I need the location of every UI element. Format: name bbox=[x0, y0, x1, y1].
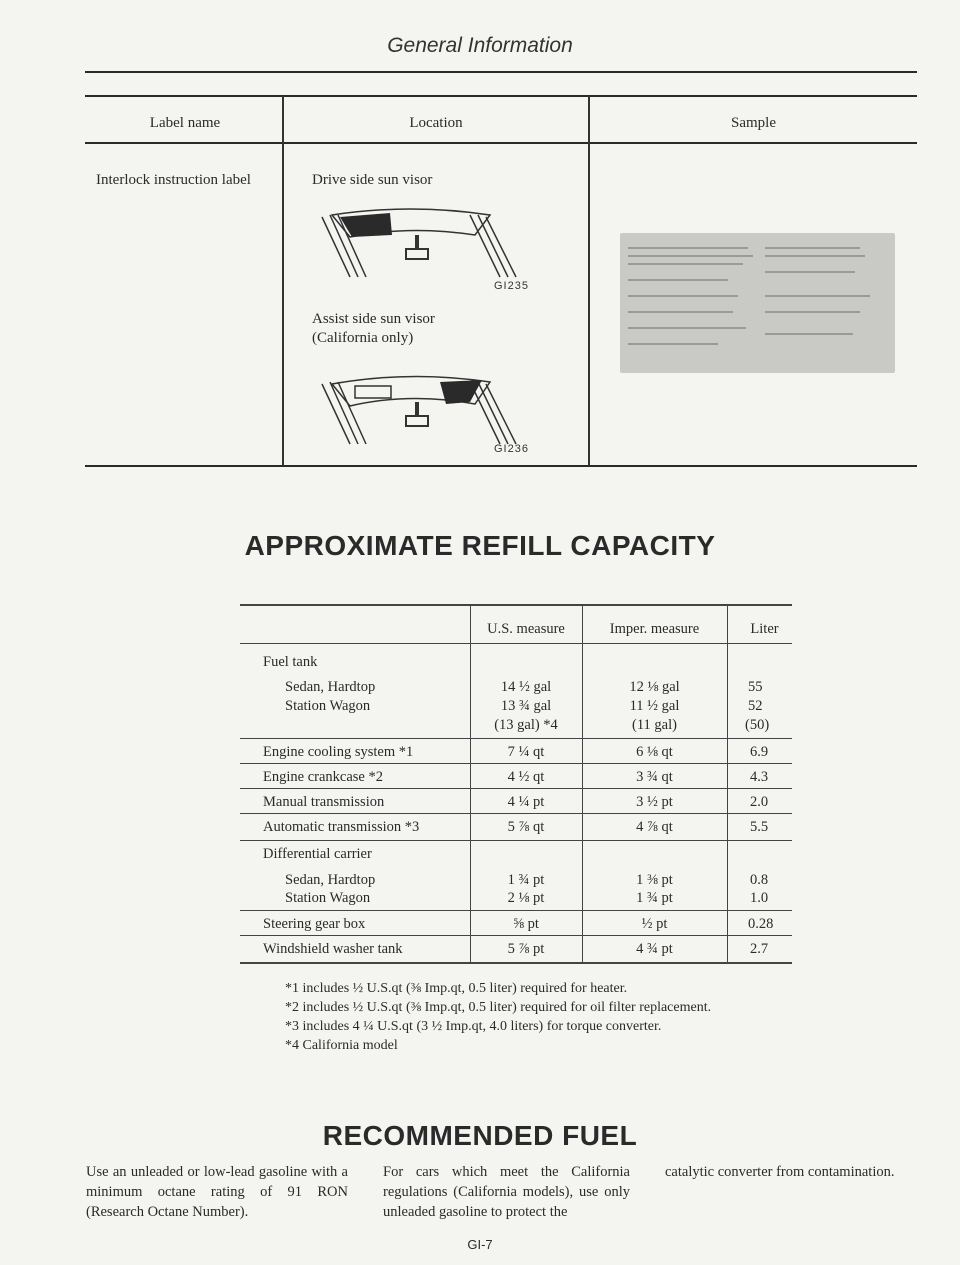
row-imp: 1 ¾ pt bbox=[636, 890, 673, 906]
group-title-differential: Differential carrier bbox=[263, 846, 372, 862]
col-header-location: Location bbox=[409, 115, 463, 131]
row-us: (13 gal) *4 bbox=[494, 717, 558, 733]
row-imp: 3 ¾ qt bbox=[636, 769, 673, 785]
row-item: Steering gear box bbox=[263, 916, 366, 932]
row-imp: 12 ⅛ gal bbox=[629, 679, 680, 695]
row-us: 14 ½ gal bbox=[500, 679, 552, 695]
row-item: Station Wagon bbox=[285, 698, 371, 714]
row-us: 5 ⅞ qt bbox=[507, 819, 545, 835]
fuel-col-2: For cars which meet the California regulations (California models), use only unleaded gasoline to protect the bbox=[383, 1164, 630, 1220]
note: *1 includes ½ U.S.qt (⅜ Imp.qt, 0.5 liter) required for heater. bbox=[285, 981, 628, 996]
row-imp: (11 gal) bbox=[632, 717, 677, 733]
row-imp: ½ pt bbox=[641, 916, 668, 932]
refill-header-liter: Liter bbox=[750, 621, 779, 637]
refill-header-imp: Imper. measure bbox=[609, 621, 700, 637]
row-imp: 11 ½ gal bbox=[629, 698, 680, 714]
row-item: Windshield washer tank bbox=[263, 941, 403, 957]
row-us: ⅝ pt bbox=[513, 916, 539, 932]
row-liter: 1.0 bbox=[750, 890, 769, 906]
figure-code-gi235: GI235 bbox=[494, 280, 529, 292]
row-liter: (50) bbox=[745, 717, 770, 733]
row-liter: 5.5 bbox=[750, 819, 769, 835]
assist-side-visor-figure bbox=[310, 372, 530, 452]
row-item: Automatic transmission *3 bbox=[263, 819, 420, 835]
label-name-cell: Interlock instruction label bbox=[96, 172, 251, 188]
location-assist-side: Assist side sun visor (California only) bbox=[312, 311, 435, 346]
note: *3 includes 4 ¼ U.S.qt (3 ½ Imp.qt, 4.0 liters) for torque converter. bbox=[285, 1019, 662, 1034]
row-item: Engine crankcase *2 bbox=[263, 769, 383, 785]
row-liter: 2.7 bbox=[750, 941, 769, 957]
row-liter: 2.0 bbox=[750, 794, 769, 810]
page-number: GI-7 bbox=[467, 1237, 493, 1252]
row-liter: 4.3 bbox=[750, 769, 769, 785]
row-us: 2 ⅛ pt bbox=[507, 890, 545, 906]
col-header-label-name: Label name bbox=[149, 115, 221, 131]
drive-side-visor-figure bbox=[310, 205, 530, 285]
group-title-fuel-tank: Fuel tank bbox=[263, 654, 318, 670]
header-rule bbox=[85, 71, 917, 73]
fuel-col-3: catalytic converter from contamination. bbox=[665, 1164, 895, 1180]
row-us: 7 ¼ qt bbox=[507, 744, 545, 760]
row-item: Sedan, Hardtop bbox=[285, 679, 376, 695]
row-liter: 52 bbox=[748, 698, 763, 714]
row-item: Engine cooling system *1 bbox=[263, 744, 414, 760]
row-us: 4 ¼ pt bbox=[507, 794, 545, 810]
sample-label-image bbox=[620, 233, 895, 373]
refill-header-us: U.S. measure bbox=[487, 621, 565, 637]
row-item: Sedan, Hardtop bbox=[285, 872, 376, 888]
row-liter: 0.8 bbox=[750, 872, 769, 888]
location-drive-side: Drive side sun visor bbox=[312, 172, 433, 188]
row-liter: 55 bbox=[748, 679, 763, 695]
row-imp: 4 ¾ pt bbox=[636, 941, 673, 957]
row-us: 1 ¾ pt bbox=[507, 872, 545, 888]
row-liter: 6.9 bbox=[750, 744, 769, 760]
note: *2 includes ½ U.S.qt (⅜ Imp.qt, 0.5 liter) required for oil filter replacement. bbox=[285, 1000, 712, 1015]
row-imp: 4 ⅞ qt bbox=[636, 819, 673, 835]
row-imp: 1 ⅜ pt bbox=[636, 872, 673, 888]
row-item: Station Wagon bbox=[285, 890, 371, 906]
refill-title: APPROXIMATE REFILL CAPACITY bbox=[244, 530, 716, 561]
row-imp: 6 ⅛ qt bbox=[636, 744, 673, 760]
figure-code-gi236: GI236 bbox=[494, 443, 529, 455]
note: *4 California model bbox=[285, 1038, 398, 1053]
refill-notes bbox=[285, 979, 711, 1055]
row-imp: 3 ½ pt bbox=[636, 794, 673, 810]
page-header: General Information bbox=[387, 34, 573, 57]
col-header-sample: Sample bbox=[731, 115, 776, 131]
row-us: 5 ⅞ pt bbox=[507, 941, 545, 957]
row-liter: 0.28 bbox=[748, 916, 774, 932]
row-us: 4 ½ qt bbox=[507, 769, 545, 785]
fuel-col-1: Use an unleaded or low-lead gasoline with a minimum octane rating of 91 RON (Research Octane Number). bbox=[86, 1164, 348, 1220]
row-item: Manual transmission bbox=[263, 794, 385, 810]
fuel-title: RECOMMENDED FUEL bbox=[322, 1120, 638, 1151]
row-us: 13 ¾ gal bbox=[500, 698, 552, 714]
